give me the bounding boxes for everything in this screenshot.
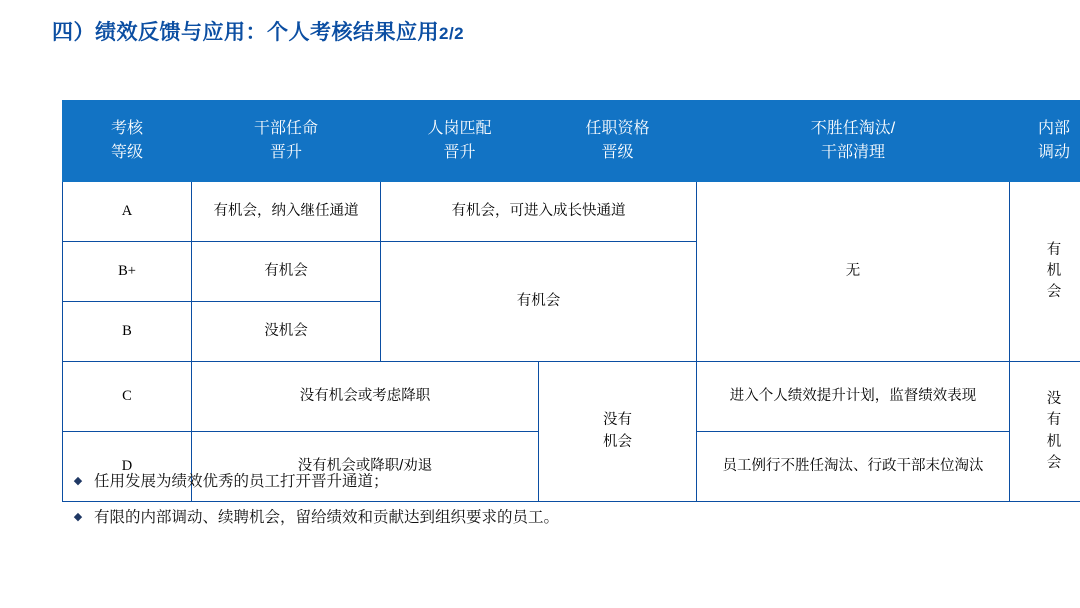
- list-item: [62, 498, 1020, 534]
- bullet-diamond-icon: ◆: [73, 510, 83, 523]
- column-header-qualification: [539, 101, 697, 182]
- cell-top-transfer-line1: 有: [1046, 241, 1062, 258]
- table-row: [63, 182, 1080, 242]
- cell-grade-bplus: B+: [63, 242, 192, 302]
- column-header-qualification-line2: 晋级: [601, 144, 634, 161]
- cell-bottom-transfer-line4: 会: [1046, 454, 1062, 471]
- column-header-job-match-line1: 人岗匹配: [427, 120, 492, 137]
- cell-top-transfer: [1010, 182, 1080, 362]
- cell-a-match-qualification: 有机会，可进入成长快通道: [381, 182, 697, 242]
- cell-bottom-transfer-line2: 有: [1046, 412, 1062, 429]
- cell-top-elimination: 无: [697, 182, 1010, 362]
- column-header-appointment-line2: 晋升: [269, 144, 302, 161]
- column-header-elimination-line2: 干部清理: [820, 144, 885, 161]
- column-header-appointment: [192, 101, 381, 182]
- list-item: [62, 462, 1020, 498]
- table-body: [63, 182, 1080, 502]
- bullet-diamond-icon: ◆: [73, 474, 83, 487]
- cell-bottom-qualification-line1: 没有: [603, 412, 632, 429]
- cell-bottom-transfer-line3: 机: [1046, 433, 1062, 450]
- cell-d-elimination: 员工例行不胜任淘汰、行政干部末位淘汰: [697, 432, 1010, 502]
- bullet-text: 有限的内部调动、续聘机会，留给绩效和贡献达到组织要求的员工。: [94, 509, 560, 526]
- column-header-qualification-line1: 任职资格: [585, 120, 650, 137]
- column-header-elimination: [697, 101, 1010, 182]
- cell-d-appointment-match: 没有机会或降职/劝退: [192, 432, 539, 502]
- column-header-internal-transfer: [1010, 101, 1080, 182]
- column-header-grade-line1: 考核: [110, 120, 143, 137]
- cell-b-match-qualification: 有机会: [381, 242, 697, 362]
- cell-grade-d: D: [63, 432, 192, 502]
- table-header: [63, 101, 1080, 182]
- cell-grade-b: B: [63, 302, 192, 362]
- table-header-row: [63, 101, 1080, 182]
- column-header-grade: [63, 101, 192, 182]
- page-title-text: 四）绩效反馈与应用：个人考核结果应用: [52, 21, 439, 44]
- column-header-grade-line2: 等级: [110, 144, 143, 161]
- page-title-suffix: 2/2: [439, 24, 465, 43]
- cell-grade-a: A: [63, 182, 192, 242]
- cell-bottom-transfer: [1010, 362, 1080, 502]
- cell-bplus-appointment: 有机会: [192, 242, 381, 302]
- column-header-elimination-line1: 不胜任淘汰/: [810, 120, 896, 137]
- cell-c-appointment-match: 没有机会或考虑降职: [192, 362, 539, 432]
- column-header-job-match: [381, 101, 539, 182]
- column-header-internal-transfer-line1: 内部: [1037, 120, 1070, 137]
- cell-bottom-transfer-line1: 没: [1046, 391, 1062, 408]
- cell-top-transfer-line3: 会: [1046, 284, 1062, 300]
- cell-b-appointment: 没机会: [192, 302, 381, 362]
- cell-c-elimination: 进入个人绩效提升计划，监督绩效表现: [697, 362, 1010, 432]
- column-header-job-match-line2: 晋升: [443, 144, 476, 161]
- performance-matrix-table: [62, 100, 1080, 502]
- column-header-appointment-line1: 干部任命: [253, 120, 318, 137]
- column-header-internal-transfer-line2: 调动: [1037, 144, 1070, 161]
- bullet-list: [62, 462, 1020, 534]
- cell-bottom-qualification-line2: 机会: [603, 433, 632, 450]
- cell-grade-c: C: [63, 362, 192, 432]
- cell-top-transfer-line2: 机: [1046, 262, 1062, 279]
- table-row: [63, 362, 1080, 432]
- cell-a-appointment: 有机会，纳入继任通道: [192, 182, 381, 242]
- bullet-text: 任用发展为绩效优秀的员工打开晋升通道；: [94, 473, 389, 490]
- page-title: [52, 16, 464, 46]
